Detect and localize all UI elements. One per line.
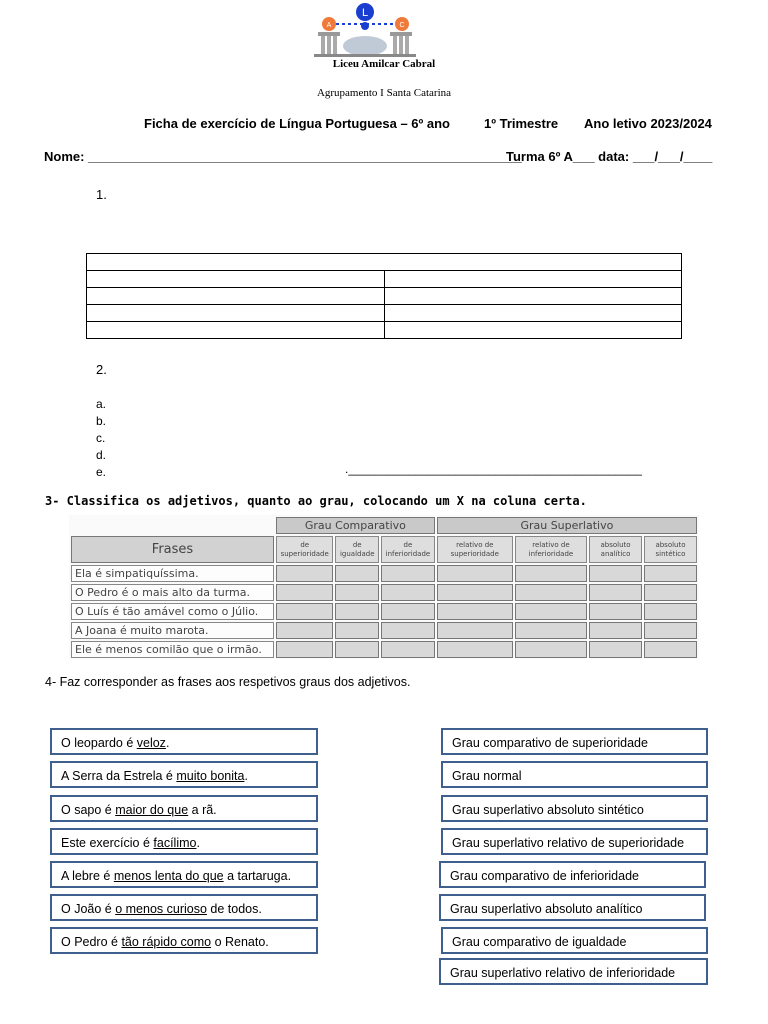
question-2-number: 2.	[96, 362, 107, 377]
match-sentence[interactable]: O João é o menos curioso de todos.	[50, 894, 318, 921]
answer-cell[interactable]	[335, 565, 379, 582]
answer-cell[interactable]	[437, 641, 513, 658]
item-e-answer-line: .____________________________________________	[345, 462, 642, 476]
group-superlativo: Grau Superlativo	[437, 517, 697, 534]
question-3-instruction: 3- Classifica os adjetivos, quanto ao grau, colocando um X na coluna certa.	[45, 494, 587, 508]
col-header: de igualdade	[335, 536, 379, 563]
trimester: 1º Trimestre	[484, 116, 559, 131]
header-frases: Frases	[71, 536, 274, 563]
answer-cell[interactable]	[589, 565, 642, 582]
match-grade[interactable]: Grau superlativo absoluto sintético	[441, 795, 708, 822]
answer-cell[interactable]	[515, 622, 587, 639]
table-row	[71, 584, 697, 601]
match-grade[interactable]: Grau comparativo de inferioridade	[439, 861, 706, 888]
name-field: Nome: ____________________________________________________________	[44, 149, 522, 164]
question-1-table	[86, 253, 682, 339]
col-header: relativo de superioridade	[437, 536, 513, 563]
match-sentence[interactable]: O leopardo é veloz.	[50, 728, 318, 755]
match-grade[interactable]: Grau comparativo de igualdade	[441, 927, 708, 954]
class-date-field: Turma 6º A___ data: ___/___/____	[506, 149, 713, 164]
answer-cell[interactable]	[276, 603, 333, 620]
answer-cell[interactable]	[515, 584, 587, 601]
item-b: b.	[96, 414, 107, 428]
answer-cell[interactable]	[335, 622, 379, 639]
sentence-cell: A Joana é muito marota.	[71, 622, 274, 639]
answer-cell[interactable]	[515, 603, 587, 620]
answer-cell[interactable]	[437, 622, 513, 639]
answer-cell[interactable]	[381, 622, 435, 639]
answer-cell[interactable]	[335, 641, 379, 658]
match-sentence[interactable]: O sapo é maior do que a rã.	[50, 795, 318, 822]
question-2-items	[96, 396, 106, 481]
school-group: Agrupamento I Santa Catarina	[316, 87, 452, 99]
table-row	[71, 641, 697, 658]
sentence-cell: O Pedro é o mais alto da turma.	[71, 584, 274, 601]
answer-cell[interactable]	[381, 641, 435, 658]
table-row	[71, 622, 697, 639]
question-4-instruction: 4- Faz corresponder as frases aos respetivos graus dos adjetivos.	[45, 675, 411, 689]
item-c: c.	[96, 431, 106, 445]
school-year: Ano letivo 2023/2024	[584, 116, 712, 131]
match-grade[interactable]: Grau superlativo relativo de superioridade	[441, 828, 708, 855]
answer-cell[interactable]	[644, 622, 697, 639]
item-e: e.	[96, 465, 107, 479]
answer-cell[interactable]	[381, 603, 435, 620]
col-header: relativo de inferioridade	[515, 536, 587, 563]
sentence-cell: O Luís é tão amável como o Júlio.	[71, 603, 274, 620]
question-1-number: 1.	[96, 187, 107, 202]
answer-cell[interactable]	[644, 565, 697, 582]
svg-text:A: A	[326, 22, 332, 29]
match-grade[interactable]: Grau superlativo absoluto analítico	[439, 894, 706, 921]
sentence-cell: Ele é menos comilão que o irmão.	[71, 641, 274, 658]
answer-cell[interactable]	[381, 584, 435, 601]
answer-cell[interactable]	[381, 565, 435, 582]
item-d: d.	[96, 448, 107, 462]
answer-cell[interactable]	[644, 641, 697, 658]
match-sentence[interactable]: A Serra da Estrela é muito bonita.	[50, 761, 318, 788]
answer-cell[interactable]	[515, 565, 587, 582]
answer-cell[interactable]	[276, 641, 333, 658]
answer-cell[interactable]	[589, 622, 642, 639]
answer-cell[interactable]	[589, 603, 642, 620]
school-logo	[312, 2, 418, 58]
answer-cell[interactable]	[644, 603, 697, 620]
answer-cell[interactable]	[276, 622, 333, 639]
svg-text:C: C	[399, 22, 405, 29]
col-header: absoluto analítico	[589, 536, 642, 563]
answer-cell[interactable]	[276, 565, 333, 582]
col-header: absoluto sintético	[644, 536, 697, 563]
match-sentence[interactable]: A lebre é menos lenta do que a tartaruga.	[50, 861, 318, 888]
answer-cell[interactable]	[437, 565, 513, 582]
answer-cell[interactable]	[589, 641, 642, 658]
table-row	[71, 565, 697, 582]
answer-cell[interactable]	[437, 584, 513, 601]
grade-table	[69, 515, 699, 659]
sentence-cell: Ela é simpatiquíssima.	[71, 565, 274, 582]
match-sentence[interactable]: O Pedro é tão rápido como o Renato.	[50, 927, 318, 954]
match-grade[interactable]: Grau superlativo relativo de inferioridade	[439, 958, 708, 985]
item-a: a.	[96, 397, 107, 411]
group-comparativo: Grau Comparativo	[276, 517, 435, 534]
answer-cell[interactable]	[335, 584, 379, 601]
answer-cell[interactable]	[515, 641, 587, 658]
school-name: Liceu Amilcar Cabral	[332, 58, 436, 70]
table-row	[71, 603, 697, 620]
match-grade[interactable]: Grau comparativo de superioridade	[441, 728, 708, 755]
answer-cell[interactable]	[644, 584, 697, 601]
answer-cell[interactable]	[276, 584, 333, 601]
col-header: de inferioridade	[381, 536, 435, 563]
answer-cell[interactable]	[589, 584, 642, 601]
match-sentence[interactable]: Este exercício é facílimo.	[50, 828, 318, 855]
svg-text:L: L	[361, 7, 369, 19]
match-grade[interactable]: Grau normal	[441, 761, 708, 788]
worksheet-title: Ficha de exercício de Língua Portuguesa – 6º ano	[144, 116, 451, 131]
answer-cell[interactable]	[437, 603, 513, 620]
col-header: de superioridade	[276, 536, 333, 563]
answer-cell[interactable]	[335, 603, 379, 620]
